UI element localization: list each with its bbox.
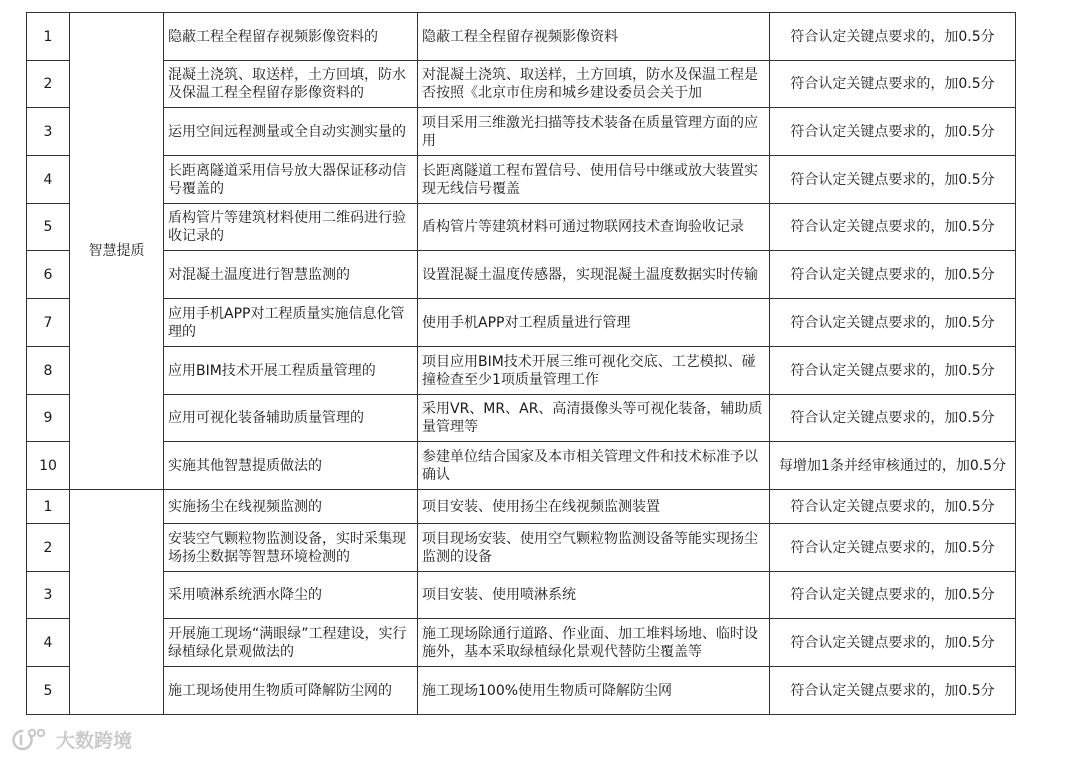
table-row (27, 13, 1016, 61)
content-cell: 参建单位结合国家及本市相关管理文件和技术标准予以确认 (418, 442, 770, 490)
content-cell: 项目应用BIM技术开展三维可视化交底、工艺模拟、碰撞检查至少1项质量管理工作 (418, 347, 770, 395)
item-cell: 应用可视化装备辅助质量管理的 (164, 395, 418, 442)
content-cell: 施工现场除通行道路、作业面、加工堆料场地、临时设施外，基本采取绿植绿化景观代替防尘覆盖等 (418, 619, 770, 667)
item-cell: 应用BIM技术开展工程质量管理的 (164, 347, 418, 395)
content-cell: 施工现场100%使用生物质可降解防尘网 (418, 667, 770, 715)
item-cell: 对混凝土温度进行智慧监测的 (164, 251, 418, 299)
table-row (27, 347, 1016, 395)
scoring-table (26, 12, 1016, 715)
row-number: 1 (27, 13, 70, 61)
table-row (27, 524, 1016, 572)
criteria-cell: 符合认定关键点要求的，加0.5分 (770, 347, 1016, 395)
content-cell: 项目采用三维激光扫描等技术装备在质量管理方面的应用 (418, 108, 770, 156)
item-cell: 长距离隧道采用信号放大器保证移动信号覆盖的 (164, 156, 418, 204)
content-cell: 使用手机APP对工程质量进行管理 (418, 299, 770, 347)
row-number: 10 (27, 442, 70, 490)
row-number: 9 (27, 395, 70, 442)
item-cell: 应用手机APP对工程质量实施信息化管理的 (164, 299, 418, 347)
row-number: 7 (27, 299, 70, 347)
watermark (10, 726, 132, 753)
content-cell: 项目安装、使用扬尘在线视频监测装置 (418, 490, 770, 524)
content-cell: 对混凝土浇筑、取送样，土方回填，防水及保温工程是否按照《北京市住房和城乡建设委员会关于加 (418, 61, 770, 108)
criteria-cell: 符合认定关键点要求的，加0.5分 (770, 251, 1016, 299)
row-number: 5 (27, 667, 70, 715)
criteria-cell: 符合认定关键点要求的，加0.5分 (770, 108, 1016, 156)
table-row (27, 667, 1016, 715)
item-cell: 实施其他智慧提质做法的 (164, 442, 418, 490)
item-cell: 开展施工现场“满眼绿”工程建设，实行绿植绿化景观做法的 (164, 619, 418, 667)
table-row (27, 490, 1016, 524)
table-row (27, 572, 1016, 619)
content-cell: 设置混凝土温度传感器，实现混凝土温度数据实时传输 (418, 251, 770, 299)
row-number: 1 (27, 490, 70, 524)
item-cell: 施工现场使用生物质可降解防尘网的 (164, 667, 418, 715)
table-row (27, 251, 1016, 299)
table-row (27, 61, 1016, 108)
brand-logo-icon (10, 727, 52, 753)
criteria-cell: 符合认定关键点要求的，加0.5分 (770, 667, 1016, 715)
table-row (27, 204, 1016, 251)
table-row (27, 108, 1016, 156)
criteria-cell: 每增加1条并经审核通过的，加0.5分 (770, 442, 1016, 490)
item-cell: 运用空间远程测量或全自动实测实量的 (164, 108, 418, 156)
item-cell: 混凝土浇筑、取送样，土方回填，防水及保温工程全程留存影像资料的 (164, 61, 418, 108)
row-number: 3 (27, 572, 70, 619)
category-cell (70, 490, 164, 715)
table-row (27, 299, 1016, 347)
watermark-text: 大数跨境 (56, 730, 133, 752)
criteria-cell: 符合认定关键点要求的，加0.5分 (770, 204, 1016, 251)
criteria-cell: 符合认定关键点要求的，加0.5分 (770, 395, 1016, 442)
criteria-cell: 符合认定关键点要求的，加0.5分 (770, 524, 1016, 572)
item-cell: 安装空气颗粒物监测设备，实时采集现场扬尘数据等智慧环境检测的 (164, 524, 418, 572)
criteria-cell: 符合认定关键点要求的，加0.5分 (770, 299, 1016, 347)
row-number: 3 (27, 108, 70, 156)
content-cell: 盾构管片等建筑材料可通过物联网技术查询验收记录 (418, 204, 770, 251)
table-row (27, 442, 1016, 490)
row-number: 5 (27, 204, 70, 251)
row-number: 6 (27, 251, 70, 299)
content-cell: 项目现场安装、使用空气颗粒物监测设备等能实现扬尘监测的设备 (418, 524, 770, 572)
row-number: 4 (27, 619, 70, 667)
content-cell: 项目安装、使用喷淋系统 (418, 572, 770, 619)
item-cell: 实施扬尘在线视频监测的 (164, 490, 418, 524)
item-cell: 隐蔽工程全程留存视频影像资料的 (164, 13, 418, 61)
category-cell: 智慧提质 (70, 13, 164, 490)
criteria-cell: 符合认定关键点要求的，加0.5分 (770, 619, 1016, 667)
table-row (27, 156, 1016, 204)
item-cell: 采用喷淋系统洒水降尘的 (164, 572, 418, 619)
content-cell: 采用VR、MR、AR、高清摄像头等可视化装备，辅助质量管理等 (418, 395, 770, 442)
content-cell: 隐蔽工程全程留存视频影像资料 (418, 13, 770, 61)
criteria-cell: 符合认定关键点要求的，加0.5分 (770, 13, 1016, 61)
criteria-cell: 符合认定关键点要求的，加0.5分 (770, 490, 1016, 524)
row-number: 2 (27, 524, 70, 572)
content-cell: 长距离隧道工程布置信号、使用信号中继或放大装置实现无线信号覆盖 (418, 156, 770, 204)
criteria-cell: 符合认定关键点要求的，加0.5分 (770, 572, 1016, 619)
criteria-cell: 符合认定关键点要求的，加0.5分 (770, 156, 1016, 204)
table-row (27, 619, 1016, 667)
row-number: 4 (27, 156, 70, 204)
row-number: 2 (27, 61, 70, 108)
table-row (27, 395, 1016, 442)
criteria-cell: 符合认定关键点要求的，加0.5分 (770, 61, 1016, 108)
row-number: 8 (27, 347, 70, 395)
item-cell: 盾构管片等建筑材料使用二维码进行验收记录的 (164, 204, 418, 251)
